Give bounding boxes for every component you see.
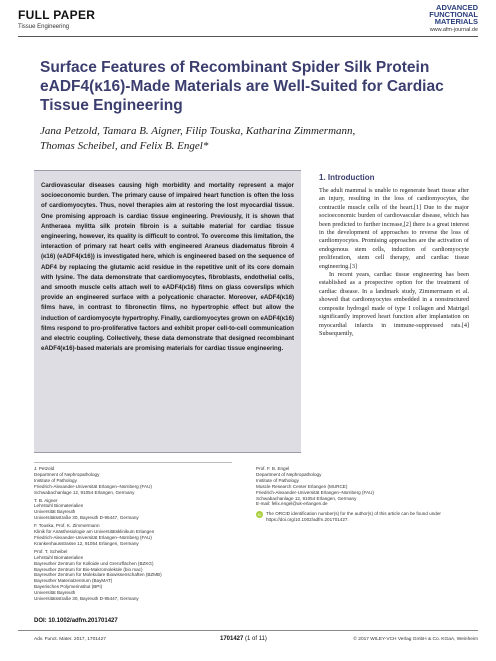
introduction-heading: 1. Introduction xyxy=(319,173,375,182)
journal-logo[interactable] xyxy=(429,4,478,25)
logo-line-2: FUNCTIONAL xyxy=(429,10,478,19)
affiliation-line: Bayreuther Zentrum für Kolloide und Grenzflächen (BZKG) xyxy=(34,560,154,566)
logo-line-3: MATERIALS xyxy=(434,17,478,26)
affiliation-line: Lehrstuhl Biomaterialien xyxy=(34,554,84,560)
logo-line-1: ADVANCED xyxy=(436,3,478,12)
affiliation-line: F. Touska, Prof. K. Zimmermann xyxy=(34,523,100,529)
affiliation-line: Bayerisches Polymerinstitut (BPI) xyxy=(34,584,103,590)
abstract-text: Cardiovascular diseases causing high morbidity and mortality represent a major socioeconomic burden. The primary cause of impaired heart function is often the loss of cardiomyocytes. Thus, novel therapies aim at restoring the lost myocardial tissue. One promising approach is cardiac tissue engineering. Previously, it is shown that Antheraea mylitta silk protein fibroin is a suitable material for cardiac tissue engineering, however, its quality is difficult to control. To overcome this limitation, the interaction of primary rat heart cells with engineered Araneus diadematus fibroin 4 (κ16) (eADF4(κ16)) is investigated here, which is engineered based on the sequence of ADF4 by replacing the glutamic acid residue in the repetitive unit of its core domain with lysine. The data demonstrate that cardiomyocytes, fibroblasts, endothelial cells, and smooth muscle cells attach well to eADF4(κ16) films on glass coverslips which provide an engineered surface with a polycationic character. Moreover, eADF4(κ16) films have, in contrast to fibronectin films, no hypertrophic effect but allow the induction of cardiomyocyte hypertrophy. Finally, cardiomyocytes grown on eADF4(κ16) films respond to pro-proliferative factors and exhibit proper cell-to-cell communication and electric coupling. Collectively, these data demonstrate that designed recombinant eADF4(κ16)-based materials are promising materials for cardiac tissue engineering. xyxy=(41,182,294,353)
affiliation-block xyxy=(34,549,254,602)
paper-type: FULL PAPER xyxy=(18,8,96,22)
authors-line-1: Jana Petzold, Tamara B. Aigner, Filip Touska, Katharina Zimmermann, xyxy=(40,125,356,137)
header-divider xyxy=(18,36,478,37)
affiliation-line: Universität Bayreuth xyxy=(34,509,76,515)
affiliation-line: Department of Nephropathology xyxy=(34,471,100,477)
affiliation-line: Schwabachanlage 12, 91054 Erlangen, Germany xyxy=(256,495,357,501)
affiliation-line: Klinik für Anästhesiologie am Universitätsklinikum Erlangen xyxy=(34,529,155,535)
affiliation-line: J. Petzold xyxy=(34,466,55,471)
affiliations-right-column xyxy=(256,466,478,523)
affiliation-block xyxy=(34,498,254,522)
article-title: Surface Features of Recombinant Spider Silk Protein eADF4(κ16)-Made Materials are Well-Suited for Cardiac Tissue Engineering xyxy=(40,59,444,114)
affiliation-line: Department of Nephropathology xyxy=(256,471,322,477)
affiliation-line: Institute of Pathology xyxy=(256,477,299,483)
affiliation-line: E-mail: felix.engel@uk-erlangen.de xyxy=(256,501,328,507)
section-label: Tissue Engineering xyxy=(18,24,70,30)
affiliation-line: Schwabachanlage 12, 91054 Erlangen, Germany xyxy=(34,489,135,495)
affiliation-line: Friedrich-Alexander-Universität Erlangen–Nürnberg (FAU) xyxy=(256,489,374,495)
affiliation-line: Bayreuther Zentrum für Bio-Makromoleküle (bio mac) xyxy=(34,566,143,572)
affiliations-left xyxy=(34,466,254,604)
footer-divider xyxy=(18,630,478,631)
page-of: (1 of 11) xyxy=(245,636,267,642)
affiliation-line: Bayreuther Materialzentrum (BayMAT) xyxy=(34,578,113,584)
doi-link[interactable]: DOI: 10.1002/adfm.201701427 xyxy=(34,618,118,624)
page-number xyxy=(220,636,267,642)
affiliation-line: Friedrich-Alexander-Universität Erlangen–Nürnberg (FAU) xyxy=(34,483,152,489)
article-number: 1701427 xyxy=(220,636,244,642)
journal-citation: Adv. Funct. Mater. 2017, 1701427 xyxy=(34,637,106,642)
abstract-box xyxy=(34,170,301,453)
affiliation-block xyxy=(256,466,478,507)
orcid-text[interactable]: The ORCID identification number(s) for the author(s) of this article can be found under https://doi.org/10.1002/adfm.201701427. xyxy=(266,511,441,523)
affiliation-line: Prof. F. B. Engel xyxy=(256,466,290,471)
affiliation-line: Lehrstuhl Biomaterialien xyxy=(34,503,84,509)
affiliation-line: Institute of Pathology xyxy=(34,477,77,483)
affiliation-line: Friedrich-Alexander-Universität Erlangen–Nürnberg (FAU) xyxy=(34,534,152,540)
affiliation-line: Universität Bayreuth xyxy=(34,590,76,596)
affiliation-line: Bayreuther Zentrum für Molekulare Biowissenschaften (BZMB) xyxy=(34,572,162,578)
intro-paragraph: The adult mammal is unable to regenerate heart tissue after an injury, resulting in the loss of cardiomyocytes, the contractile muscle cells of the heart.[1] Due to the major socioeconomic burden of cardiovascular disease, which has been predicted to further increase,[2] there is a great interest in the development of approaches to reverse the loss of cardiomyocytes. Promising approaches are the activation of endogenous stem cells, induction of cardiomyocyte proliferation, stem cell therapy, and cardiac tissue engineering.[3] xyxy=(319,187,469,270)
affiliations-divider xyxy=(34,462,232,463)
author-list xyxy=(40,124,480,154)
intro-paragraph: In recent years, cardiac tissue engineering has been established as a prospective option for the treatment of cardiac disease. In a landmark study, Zimmermann et al. showed that cardiomyocytes embedded in a nonstructured composite hydrogel made of type I collagen and Matrigel significantly improved heart function after implantation on myocardial infarcts in immune-suppressed rats.[4] Subsequently, xyxy=(319,271,469,337)
affiliation-line: T. B. Aigner xyxy=(34,497,58,503)
journal-website-link[interactable]: www.afm-journal.de xyxy=(429,27,478,33)
introduction-body xyxy=(319,187,469,338)
copyright-notice: © 2017 WILEY-VCH Verlag GmbH & Co. KGaA, Weinheim xyxy=(353,637,478,642)
orcid-icon: iD xyxy=(257,512,262,518)
affiliation-line: Universitätsstraße 30, Bayreuth D-95447, Germany xyxy=(34,515,139,521)
orcid-note xyxy=(256,511,478,523)
affiliation-block xyxy=(34,466,254,496)
affiliations-right xyxy=(256,466,478,507)
affiliation-line: Krankenhausstrasse 12, 91054 Erlangen, Germany xyxy=(34,540,139,546)
affiliation-block xyxy=(34,523,254,547)
authors-line-2: Thomas Scheibel, and Felix B. Engel* xyxy=(40,140,209,152)
affiliation-line: Universitätsstraße 30, Bayreuth D-95447, Germany xyxy=(34,596,139,602)
affiliation-line: Prof. T. Scheibel xyxy=(34,548,68,554)
affiliation-line: Muscle Research Center Erlangen (MURCE) xyxy=(256,483,348,489)
